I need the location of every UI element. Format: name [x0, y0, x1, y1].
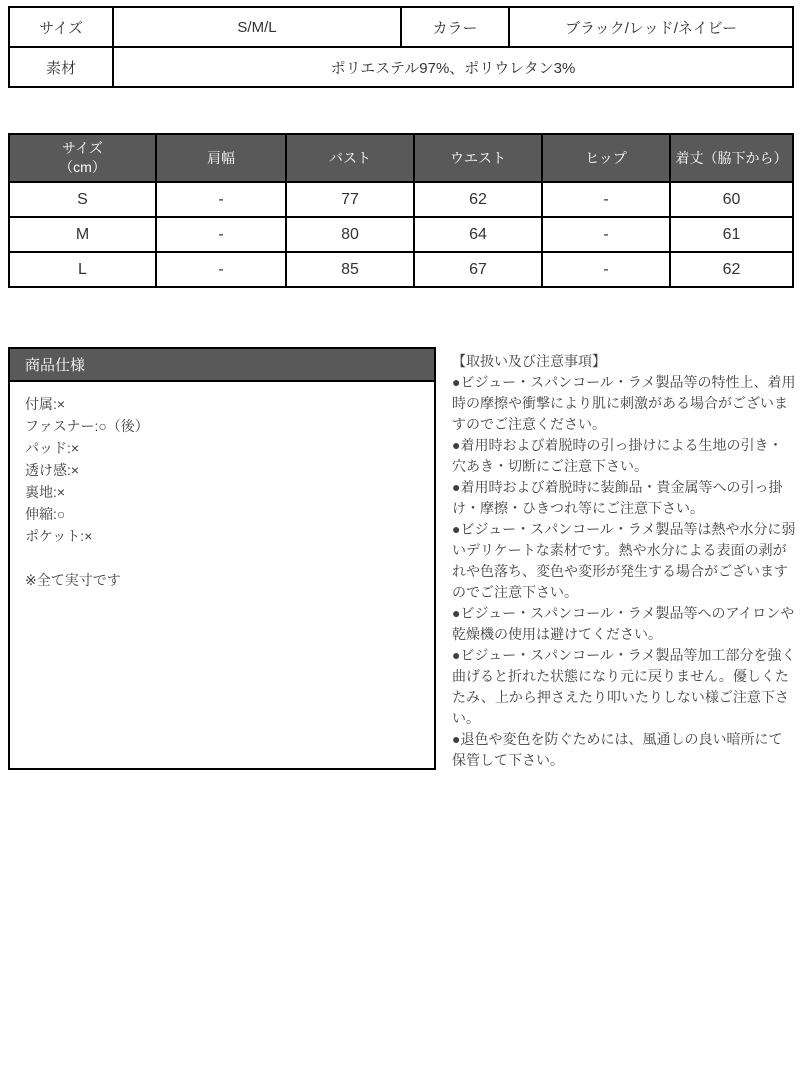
- color-label-cell: カラー: [401, 7, 509, 47]
- product-spec-box: [8, 347, 436, 770]
- hip-cell: -: [542, 217, 670, 252]
- col-header-shoulder: 肩幅: [156, 134, 286, 182]
- length-cell: 60: [670, 182, 793, 217]
- measurements-row-m: [9, 217, 793, 252]
- length-cell: 61: [670, 217, 793, 252]
- spec-item-pad: パッド:×: [25, 440, 80, 456]
- col-header-length: 着丈（脇下から）: [670, 134, 793, 182]
- size-color-material-table: [8, 6, 794, 88]
- handling-bullet: ●着用時および着脱時に装飾品・貴金属等への引っ掛け・摩擦・ひきつれ等にご注意下さい。: [452, 479, 783, 516]
- spec-item-fastener: ファスナー:○（後）: [25, 418, 149, 434]
- product-spec-title: 商品仕様: [10, 349, 434, 382]
- col-header-hip: ヒップ: [542, 134, 670, 182]
- handling-bullet: ●ビジュー・スパンコール・ラメ製品等加工部分を強く曲げると折れた状態になり元に戻りません。優しくたたみ、上から押さえたり叩いたりしない様ご注意下さい。: [452, 647, 796, 726]
- material-label-cell: 素材: [9, 47, 113, 87]
- waist-cell: 64: [414, 217, 542, 252]
- bust-cell: 77: [286, 182, 414, 217]
- handling-notes: [452, 351, 796, 771]
- measurements-row-s: [9, 182, 793, 217]
- spec-item-lining: 裏地:×: [25, 484, 66, 500]
- shoulder-cell: -: [156, 217, 286, 252]
- spec-item-accessory: 付属:×: [25, 396, 66, 412]
- bust-cell: 85: [286, 252, 414, 287]
- spec-note: ※全て実寸です: [25, 572, 121, 588]
- spec-item-sheerness: 透け感:×: [25, 462, 80, 478]
- handling-bullet: ●退色や変色を防ぐためには、風通しの良い暗所にて保管して下さい。: [452, 731, 783, 768]
- measurements-table: [8, 133, 794, 288]
- color-value-cell: ブラック/レッド/ネイビー: [509, 7, 793, 47]
- size-label-cell: サイズ: [9, 7, 113, 47]
- shoulder-cell: -: [156, 182, 286, 217]
- waist-cell: 67: [414, 252, 542, 287]
- size-name-cell: L: [9, 252, 156, 287]
- measurements-header-row: [9, 134, 793, 182]
- handling-bullet: ●ビジュー・スパンコール・ラメ製品等へのアイロンや乾燥機の使用は避けてください。: [452, 605, 795, 642]
- material-row: [9, 47, 793, 87]
- handling-title: 【取扱い及び注意事項】: [452, 353, 606, 369]
- col-header-size-line2: （cm）: [59, 159, 106, 175]
- material-value-cell: ポリエステル97%、ポリウレタン3%: [113, 47, 793, 87]
- col-header-size-cm: [9, 134, 156, 182]
- length-cell: 62: [670, 252, 793, 287]
- handling-bullet: ●ビジュー・スパンコール・ラメ製品等の特性上、着用時の摩擦や衝撃により肌に刺激がある場合がございますのでご注意ください。: [452, 374, 796, 432]
- handling-bullet: ●着用時および着脱時の引っ掛けによる生地の引き・穴あき・切断にご注意下さい。: [452, 437, 783, 474]
- bust-cell: 80: [286, 217, 414, 252]
- handling-bullet: ●ビジュー・スパンコール・ラメ製品等は熱や水分に弱いデリケートな素材です。熱や水分による表面の剥がれや色落ち、変色や変形が発生する場合がございますのでご注意下さい。: [452, 521, 796, 600]
- spec-item-pocket: ポケット:×: [25, 528, 93, 544]
- product-spec-list: [10, 382, 434, 602]
- col-header-bust: バスト: [286, 134, 414, 182]
- spec-item-stretch: 伸縮:○: [25, 506, 66, 522]
- size-name-cell: S: [9, 182, 156, 217]
- col-header-waist: ウエスト: [414, 134, 542, 182]
- size-name-cell: M: [9, 217, 156, 252]
- hip-cell: -: [542, 182, 670, 217]
- shoulder-cell: -: [156, 252, 286, 287]
- hip-cell: -: [542, 252, 670, 287]
- measurements-row-l: [9, 252, 793, 287]
- waist-cell: 62: [414, 182, 542, 217]
- size-value-cell: S/M/L: [113, 7, 401, 47]
- col-header-size-line1: サイズ: [62, 140, 103, 156]
- size-color-row: [9, 7, 793, 47]
